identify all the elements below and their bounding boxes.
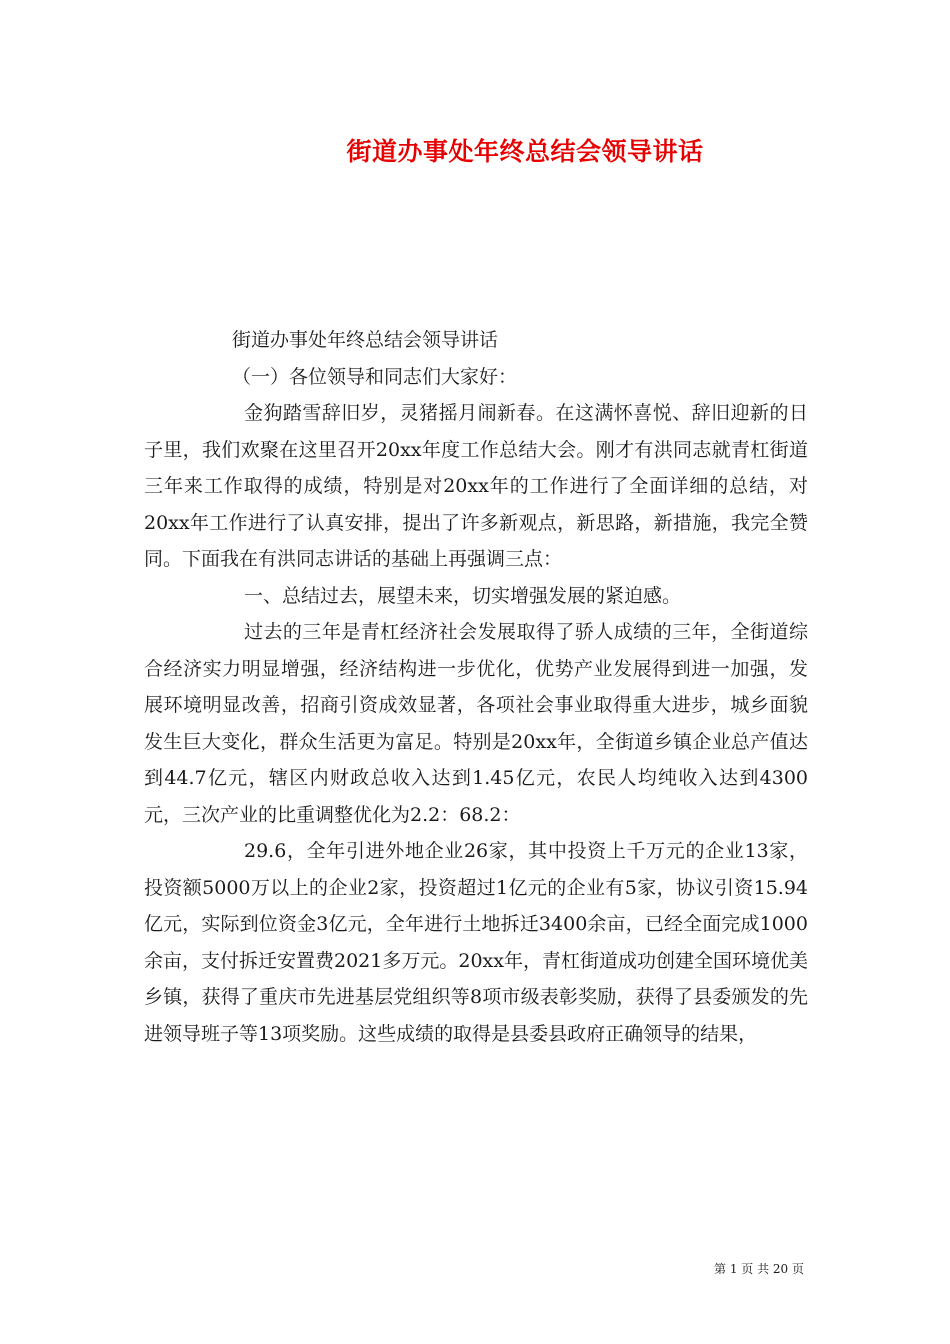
document-subtitle: 街道办事处年终总结会领导讲话 bbox=[232, 329, 499, 351]
document-title: 街道办事处年终总结会领导讲话 bbox=[346, 137, 704, 166]
salutation: （一）各位领导和同志们大家好： bbox=[232, 365, 518, 388]
document-body bbox=[144, 322, 808, 1052]
paragraph-opening: 金狗踏雪辞旧岁，灵猪摇月闹新春。在这满怀喜悦、辞旧迎新的日子里，我们欢聚在这里召开20xx年度工作总结大会。刚才有洪同志就青杠街道三年来工作取得的成绩，特别是对20xx年的工作进行了全面详细的总结，对20xx年工作进行了认真安排，提出了许多新观点，新思路，新措施，我完全赞同。下面我在有洪同志讲话的基础上再强调三点： bbox=[144, 402, 808, 570]
section-heading-1: 一、总结过去，展望未来，切实增强发展的紧迫感。 bbox=[244, 584, 682, 607]
page-number: 第 1 页 共 20 页 bbox=[714, 1262, 804, 1276]
paragraph-achievements: 过去的三年是青杠经济社会发展取得了骄人成绩的三年，全街道综合经济实力明显增强，经济结构进一步优化，优势产业发展得到进一加强，发展环境明显改善，招商引资成效显著，各项社会事业取得重大进步，城乡面貌发生巨大变化，群众生活更为富足。特别是20xx年，全街道乡镇企业总产值达到44.7亿元，辖区内财政总收入达到1.45亿元，农民人均纯收入达到4300元，三次产业的比重调整优化为2.2：68.2： bbox=[144, 621, 808, 826]
paragraph-investment: 29.6，全年引进外地企业26家，其中投资上千万元的企业13家，投资额5000万以上的企业2家，投资超过1亿元的企业有5家，协议引资15.94亿元，实际到位资金3亿元，全年进行土地拆迁3400余亩，已经全面完成1000余亩，支付拆迁安置费2021多万元。20xx年，青杠街道成功创建全国环境优美乡镇，获得了重庆市先进基层党组织等8项市级表彰奖励，获得了县委颁发的先进领导班子等13项奖励。这些成绩的取得是县委县政府正确领导的结果， bbox=[144, 840, 808, 1045]
